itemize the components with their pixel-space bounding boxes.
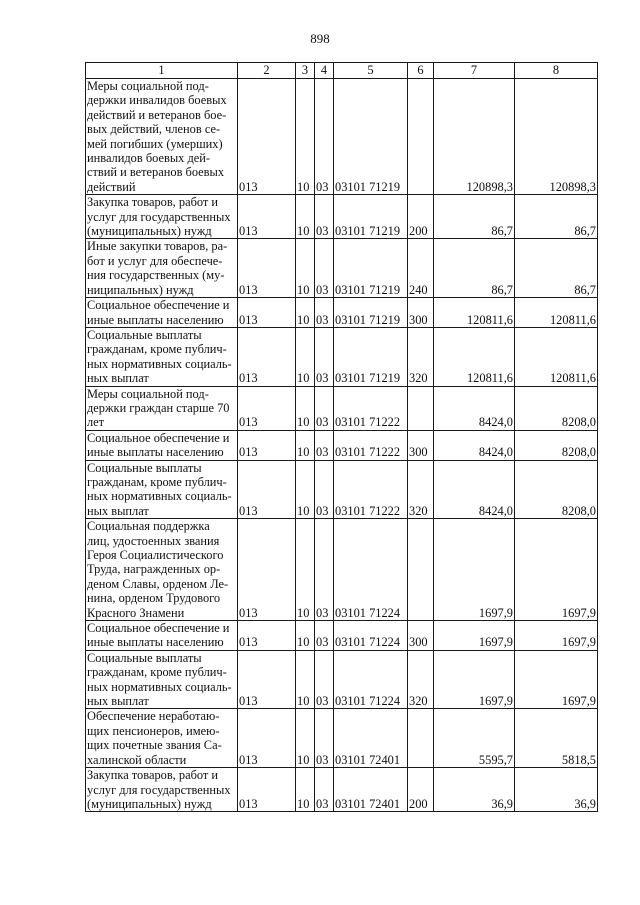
section-cell: 10 <box>296 709 315 768</box>
row-name-line: ных нормативных социаль- <box>87 679 232 694</box>
target-article-cell: 03101 71224 <box>334 650 408 709</box>
expense-type-cell: 300 <box>408 621 434 651</box>
target-article-cell: 03101 71222 <box>334 460 408 519</box>
row-name-line: действий и ветеранов бое- <box>87 107 227 122</box>
row-name-line: Труда, награжденных ор- <box>87 562 221 577</box>
subsection-cell: 03 <box>315 621 334 651</box>
table-row <box>86 460 598 519</box>
section-cell: 10 <box>296 768 315 812</box>
subsection-cell: 03 <box>315 430 334 460</box>
amount-cell: 36,9 <box>515 768 598 812</box>
row-name-line: Социальная поддержка <box>87 519 210 534</box>
row-name-line: лиц, удостоенных звания <box>87 533 220 548</box>
row-name-line: Закупка товаров, работ и <box>87 768 219 783</box>
amount-cell: 8424,0 <box>434 386 515 430</box>
row-name-line: щих почетные звания Са- <box>87 738 222 753</box>
table-row <box>86 430 598 460</box>
row-name-cell <box>86 79 238 195</box>
column-header: 5 <box>334 63 408 79</box>
table-header-row <box>86 63 598 79</box>
subsection-cell: 03 <box>315 79 334 195</box>
target-article-cell: 03101 72401 <box>334 709 408 768</box>
column-header: 3 <box>296 63 315 79</box>
target-article-cell: 03101 71224 <box>334 519 408 621</box>
ministry-code-cell: 013 <box>238 650 296 709</box>
row-name-line: Социальные выплаты <box>87 327 202 342</box>
row-name-line: иные выплаты населению <box>87 312 224 327</box>
section-cell: 10 <box>296 430 315 460</box>
row-name-line: лет <box>87 415 105 430</box>
row-name-line: ных выплат <box>87 371 149 386</box>
subsection-cell: 03 <box>315 327 334 386</box>
subsection-cell: 03 <box>315 709 334 768</box>
column-header: 2 <box>238 63 296 79</box>
expense-type-cell: 200 <box>408 195 434 239</box>
row-name-line: Героя Социалистического <box>87 548 224 562</box>
section-cell: 10 <box>296 650 315 709</box>
amount-cell: 8424,0 <box>434 460 515 519</box>
amount-cell: 8208,0 <box>515 430 598 460</box>
table-row <box>86 79 598 195</box>
row-name-line: халинской области <box>87 752 187 767</box>
amount-cell: 86,7 <box>515 239 598 298</box>
target-article-cell: 03101 71219 <box>334 239 408 298</box>
row-name-line: иные выплаты населению <box>87 635 224 650</box>
section-cell: 10 <box>296 519 315 621</box>
section-cell: 10 <box>296 298 315 328</box>
amount-cell: 1697,9 <box>434 650 515 709</box>
row-name-cell <box>86 386 238 430</box>
ministry-code-cell: 013 <box>238 298 296 328</box>
section-cell: 10 <box>296 460 315 519</box>
column-header: 7 <box>434 63 515 79</box>
row-name-line: (муниципальных) нужд <box>87 796 212 811</box>
row-name-line: гражданам, кроме публич- <box>87 474 227 489</box>
subsection-cell: 03 <box>315 195 334 239</box>
expense-type-cell: 200 <box>408 768 434 812</box>
row-name-line: деном Славы, орденом Ле- <box>87 576 229 591</box>
row-name-line: услуг для государственных <box>87 209 231 224</box>
row-name-cell <box>86 460 238 519</box>
ministry-code-cell: 013 <box>238 327 296 386</box>
row-name-line: (муниципальных) нужд <box>87 224 212 239</box>
row-name-cell <box>86 298 238 328</box>
amount-cell: 86,7 <box>434 239 515 298</box>
row-name-line: Социальное обеспечение и <box>87 298 230 313</box>
row-name-line: ных нормативных социаль- <box>87 489 232 504</box>
target-article-cell: 03101 71219 <box>334 298 408 328</box>
table-row <box>86 239 598 298</box>
ministry-code-cell: 013 <box>238 709 296 768</box>
amount-cell: 8208,0 <box>515 386 598 430</box>
row-name-line: Обеспечение неработаю- <box>87 709 220 724</box>
subsection-cell: 03 <box>315 768 334 812</box>
row-name-line: бот и услуг для обеспече- <box>87 253 223 268</box>
amount-cell: 8208,0 <box>515 460 598 519</box>
row-name-cell <box>86 768 238 812</box>
row-name-cell <box>86 430 238 460</box>
target-article-cell: 03101 71219 <box>334 79 408 195</box>
row-name-cell <box>86 195 238 239</box>
column-header: 1 <box>86 63 238 79</box>
amount-cell: 8424,0 <box>434 430 515 460</box>
amount-cell: 120811,6 <box>434 298 515 328</box>
subsection-cell: 03 <box>315 298 334 328</box>
ministry-code-cell: 013 <box>238 519 296 621</box>
target-article-cell: 03101 71224 <box>334 621 408 651</box>
row-name-line: ных выплат <box>87 503 149 518</box>
target-article-cell: 03101 71219 <box>334 327 408 386</box>
row-name-line: ниципальных) нужд <box>87 282 194 297</box>
amount-cell: 36,9 <box>434 768 515 812</box>
column-header: 8 <box>515 63 598 79</box>
row-name-line: гражданам, кроме публич- <box>87 665 227 680</box>
table-row <box>86 195 598 239</box>
ministry-code-cell: 013 <box>238 386 296 430</box>
amount-cell: 120811,6 <box>434 327 515 386</box>
column-header: 4 <box>315 63 334 79</box>
expense-type-cell <box>408 709 434 768</box>
subsection-cell: 03 <box>315 519 334 621</box>
expense-type-cell: 240 <box>408 239 434 298</box>
expense-type-cell: 320 <box>408 327 434 386</box>
expense-type-cell: 320 <box>408 460 434 519</box>
amount-cell: 120811,6 <box>515 327 598 386</box>
row-name-line: Социальное обеспечение и <box>87 430 230 445</box>
row-name-cell <box>86 650 238 709</box>
table-row <box>86 621 598 651</box>
page-number: 898 <box>310 31 330 46</box>
row-name-line: вых действий, членов се- <box>87 122 221 137</box>
expense-type-cell <box>408 79 434 195</box>
table-row <box>86 386 598 430</box>
row-name-line: Социальное обеспечение и <box>87 621 230 636</box>
amount-cell: 5595,7 <box>434 709 515 768</box>
amount-cell: 5818,5 <box>515 709 598 768</box>
section-cell: 10 <box>296 327 315 386</box>
column-header: 6 <box>408 63 434 79</box>
row-name-line: ствий и ветеранов боевых <box>87 165 225 180</box>
row-name-line: иные выплаты населению <box>87 445 224 460</box>
section-cell: 10 <box>296 386 315 430</box>
amount-cell: 1697,9 <box>434 519 515 621</box>
ministry-code-cell: 013 <box>238 621 296 651</box>
row-name-line: ных нормативных социаль- <box>87 356 232 371</box>
ministry-code-cell: 013 <box>238 460 296 519</box>
amount-cell: 86,7 <box>515 195 598 239</box>
row-name-line: Меры социальной под- <box>87 386 209 401</box>
subsection-cell: 03 <box>315 239 334 298</box>
target-article-cell: 03101 72401 <box>334 768 408 812</box>
row-name-line: мей погибших (умерших) <box>87 136 223 151</box>
expense-type-cell: 300 <box>408 430 434 460</box>
amount-cell: 1697,9 <box>434 621 515 651</box>
row-name-line: держки граждан старше 70 <box>87 400 230 415</box>
row-name-line: гражданам, кроме публич- <box>87 342 227 357</box>
table-row <box>86 650 598 709</box>
row-name-line: Социальные выплаты <box>87 460 202 475</box>
amount-cell: 120811,6 <box>515 298 598 328</box>
row-name-line: ния государственных (му- <box>87 268 225 283</box>
table-row <box>86 327 598 386</box>
row-name-line: Закупка товаров, работ и <box>87 195 219 210</box>
row-name-line: ных выплат <box>87 694 149 709</box>
row-name-line: Иные закупки товаров, ра- <box>87 239 228 254</box>
expense-type-cell <box>408 386 434 430</box>
ministry-code-cell: 013 <box>238 195 296 239</box>
ministry-code-cell: 013 <box>238 768 296 812</box>
table-row <box>86 768 598 812</box>
section-cell: 10 <box>296 621 315 651</box>
row-name-line: Социальные выплаты <box>87 650 202 665</box>
amount-cell: 120898,3 <box>515 79 598 195</box>
row-name-line: Меры социальной под- <box>87 79 209 93</box>
row-name-cell <box>86 621 238 651</box>
section-cell: 10 <box>296 239 315 298</box>
section-cell: 10 <box>296 79 315 195</box>
section-cell: 10 <box>296 195 315 239</box>
expense-type-cell: 300 <box>408 298 434 328</box>
subsection-cell: 03 <box>315 460 334 519</box>
ministry-code-cell: 013 <box>238 79 296 195</box>
budget-table <box>85 62 598 812</box>
row-name-line: нина, орденом Трудового <box>87 591 221 606</box>
row-name-line: инвалидов боевых дей- <box>87 151 210 166</box>
row-name-line: щих пенсионеров, имею- <box>87 723 220 738</box>
amount-cell: 1697,9 <box>515 650 598 709</box>
expense-type-cell: 320 <box>408 650 434 709</box>
row-name-cell <box>86 327 238 386</box>
row-name-cell <box>86 519 238 621</box>
table-row <box>86 519 598 621</box>
amount-cell: 86,7 <box>434 195 515 239</box>
row-name-line: услуг для государственных <box>87 782 231 797</box>
amount-cell: 1697,9 <box>515 519 598 621</box>
table-row <box>86 709 598 768</box>
subsection-cell: 03 <box>315 650 334 709</box>
table-row <box>86 298 598 328</box>
amount-cell: 120898,3 <box>434 79 515 195</box>
row-name-line: держки инвалидов боевых <box>87 93 227 108</box>
target-article-cell: 03101 71222 <box>334 386 408 430</box>
ministry-code-cell: 013 <box>238 239 296 298</box>
row-name-cell <box>86 709 238 768</box>
row-name-line: Красного Знамени <box>87 605 185 620</box>
subsection-cell: 03 <box>315 386 334 430</box>
row-name-line: действий <box>87 179 136 194</box>
expense-type-cell <box>408 519 434 621</box>
amount-cell: 1697,9 <box>515 621 598 651</box>
target-article-cell: 03101 71219 <box>334 195 408 239</box>
ministry-code-cell: 013 <box>238 430 296 460</box>
target-article-cell: 03101 71222 <box>334 430 408 460</box>
row-name-cell <box>86 239 238 298</box>
